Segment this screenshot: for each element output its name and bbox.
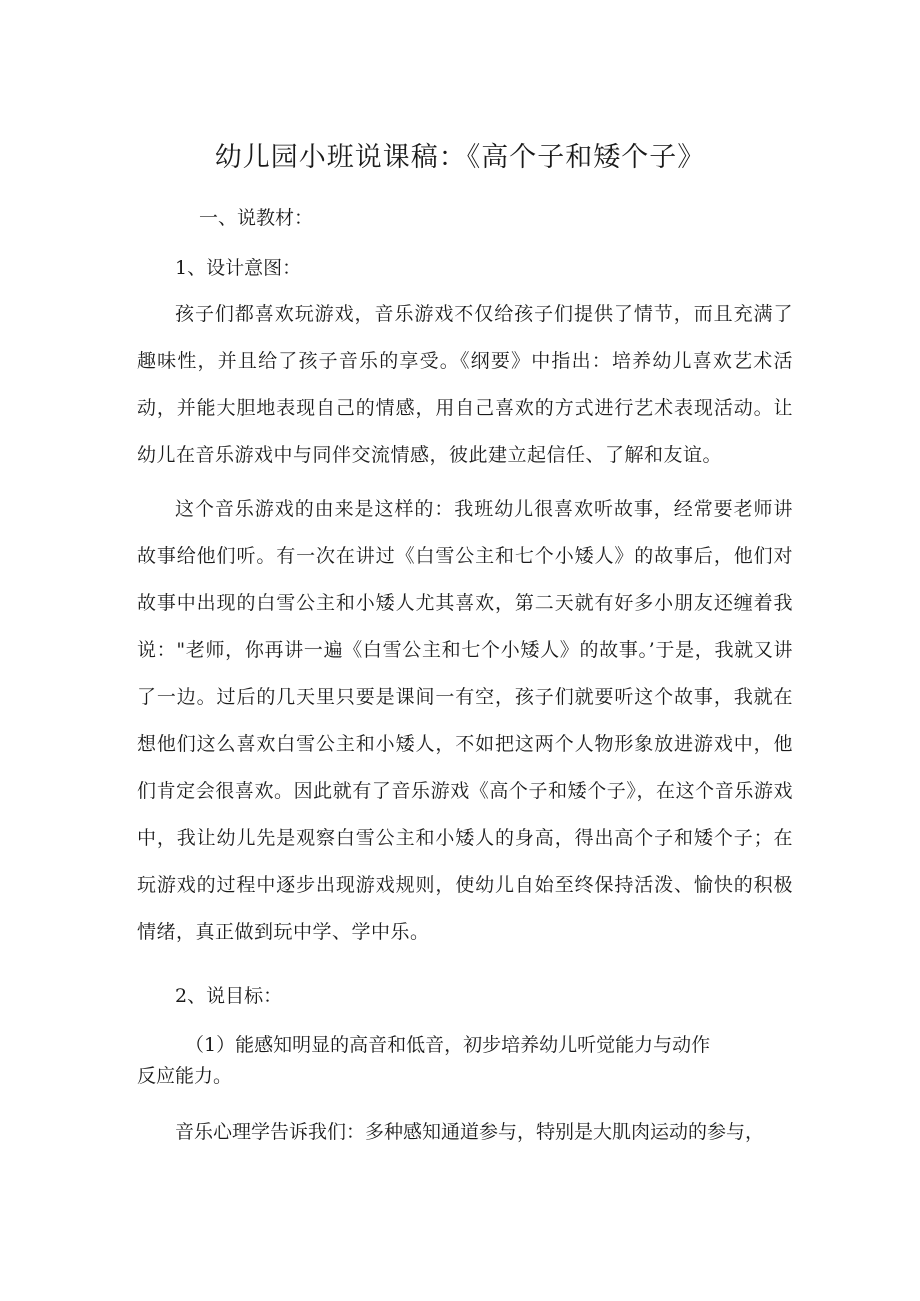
paragraph-design-intent: 孩子们都喜欢玩游戏，音乐游戏不仅给孩子们提供了情节，而且充满了趣味性，并且给了孩子音乐的享受。《纲要》中指出：培养幼儿喜欢艺术活动，并能大胆地表现自己的情感，用自己喜欢的方式进行艺术表现活动。让幼儿在音乐游戏中与同伴交流情感，彼此建立起信任、了解和友谊。 bbox=[137, 303, 793, 466]
goal-item-1-line-1: （1）能感知明显的高音和低音，初步培养幼儿听觉能力与动作 bbox=[185, 1034, 711, 1056]
paragraph-game-origin: 这个音乐游戏的由来是这样的：我班幼儿很喜欢听故事，经常要老师讲故事给他们听。有一次在讲过《白雪公主和七个小矮人》的故事后，他们对故事中出现的白雪公主和小矮人尤其喜欢，第二天就有好多小朋友还缠着我说："老师，你再讲一遍《白雪公主和七个小矮人》的故事。’于是，我就又讲了一边。过后的几天里只要是课间一有空，孩子们就要听这个故事，我就在想他们这么喜欢白雪公主和小矮人，不如把这两个人物形象放进游戏中，他们肯定会很喜欢。因此就有了音乐游戏《高个子和矮个子》，在这个音乐游戏中，我让幼儿先是观察白雪公主和小矮人的身高，得出高个子和矮个子；在玩游戏的过程中逐步出现游戏规则，使幼儿自始至终保持活泼、愉快的积极情绪，真正做到玩中学、学中乐。 bbox=[137, 498, 793, 943]
document-title: 幼儿园小班说课稿：《高个子和矮个子》 bbox=[214, 142, 706, 173]
section-heading-1: 一、说教材： bbox=[199, 207, 314, 229]
subsection-heading-goals: 2、说目标： bbox=[175, 985, 283, 1007]
subsection-heading-design-intent: 1、设计意图： bbox=[175, 257, 302, 279]
goal-item-1-line-2: 反应能力。 bbox=[137, 1065, 233, 1087]
goal-item-1 bbox=[137, 1030, 793, 1092]
paragraph-music-psychology: 音乐心理学告诉我们：多种感知通道参与，特别是大肌肉运动的参与， bbox=[175, 1121, 765, 1143]
